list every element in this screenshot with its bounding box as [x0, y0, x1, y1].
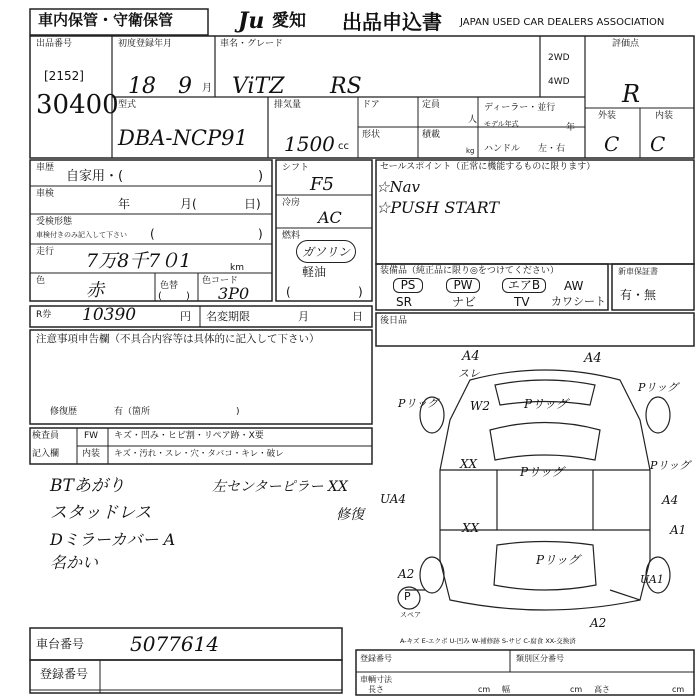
- capacity-unit: 人: [468, 115, 478, 125]
- branch-name: 愛知: [272, 11, 306, 31]
- recycle-value: 10390: [82, 305, 137, 325]
- diag-label-xx1: XX: [460, 457, 478, 471]
- inspection-day-unit: 日): [244, 197, 261, 211]
- recycle-label: R券: [36, 310, 52, 320]
- diag-label-a2-bottom: A2: [590, 616, 607, 630]
- inspector-entry-label: 記入欄: [32, 449, 60, 459]
- equip-airbag: エアB: [502, 278, 546, 293]
- car-grade: RS: [330, 74, 362, 99]
- new-car-warranty-label: 新車保証書: [618, 267, 658, 276]
- chassis-label: 車台番号: [36, 637, 85, 651]
- car-model: ViTZ: [232, 74, 285, 99]
- equip-pw: PW: [446, 278, 480, 293]
- sales-point-2: ☆PUSH START: [376, 198, 500, 217]
- vehicle-size-label: 車輌寸法: [360, 675, 392, 684]
- name-change-label: 名変期限: [206, 310, 250, 323]
- diag-label-p5: Pリッグ: [520, 465, 564, 479]
- remark-2: スタッドレス: [50, 503, 152, 523]
- first-registration-label: 初度登録年月: [118, 39, 173, 49]
- displacement-unit: cc: [338, 141, 349, 152]
- diag-label-a2-left: A2: [398, 567, 415, 581]
- inspector-row2: キズ・汚れ・スレ・穴・タバコ・キレ・破レ: [114, 449, 284, 459]
- remark-4: 名かい: [50, 553, 99, 572]
- name-change-day: 日: [352, 310, 363, 323]
- later-doc-label: 後日品: [380, 316, 408, 326]
- equip-tv: TV: [514, 295, 530, 309]
- inspector-interior: 内装: [82, 449, 101, 459]
- repair-history-value: 有（箇所: [114, 407, 151, 417]
- remark-1b: 左センターピラー XX: [212, 479, 348, 495]
- exterior-label: 外装: [598, 111, 617, 121]
- mileage-value: 7万8千7０1: [86, 250, 192, 272]
- repaint-close: ): [186, 291, 190, 302]
- capacity-label: 定員: [422, 100, 441, 110]
- remark-3: Dミラーカバー A: [50, 530, 176, 549]
- repair-history-label: 修復歴: [50, 407, 78, 417]
- diag-label-scuff: スレ: [458, 367, 480, 380]
- drive-2wd: 2WD: [548, 53, 570, 63]
- load-label: 積載: [422, 130, 441, 140]
- plate-label: 登録番号: [40, 667, 89, 681]
- size-width: 幅: [502, 685, 510, 694]
- lot-number: 30400: [36, 90, 119, 120]
- history-close: ): [258, 169, 264, 184]
- diag-label-p6: Pリッグ: [536, 553, 580, 567]
- diag-label-xx2: XX: [462, 521, 480, 535]
- ju-logo: Ju: [238, 8, 265, 34]
- equip-ps: PS: [393, 278, 423, 293]
- color-label: 色: [36, 276, 46, 286]
- equip-leather-seat: カワシート: [551, 295, 606, 308]
- remark-1: BTあがり: [50, 476, 125, 496]
- registration-year: 18: [128, 74, 156, 99]
- registration-month: 9: [178, 74, 192, 99]
- repair-history-close: ): [236, 407, 240, 417]
- class-number-label: 類別区分番号: [516, 654, 564, 663]
- year-unit: 年: [566, 123, 576, 133]
- diag-label-p4: Pリッグ: [650, 459, 690, 472]
- size-length-cm: cm: [478, 685, 491, 694]
- rating-label: 評価点: [612, 39, 640, 49]
- fuel-label: 燃料: [282, 231, 301, 241]
- chassis-number: 5077614: [130, 632, 220, 656]
- model-code: DBA-NCP91: [118, 126, 248, 150]
- recycle-unit: 円: [180, 310, 191, 323]
- interior-grade: C: [650, 132, 666, 156]
- size-height-cm: cm: [672, 685, 685, 694]
- rating-value: R: [622, 80, 641, 108]
- diag-label-ua4: UA4: [380, 492, 407, 506]
- exterior-grade: C: [604, 132, 620, 156]
- fuel-close: ): [358, 285, 363, 299]
- shape-label: 形状: [362, 130, 381, 140]
- notes-label: 注意事項申告欄（不具合内容等は具体的に記入して下さい）: [36, 333, 320, 345]
- lot-sub-number: [2152]: [44, 69, 84, 83]
- storage-stamp: 車内保管・守衛保管: [38, 11, 174, 29]
- equipment-label: 装備品（純正品に限り◎をつけてください）: [380, 266, 559, 276]
- equip-aw: AW: [564, 279, 584, 293]
- dealer-label: ディーラー・並行: [484, 103, 556, 113]
- shift-value: F5: [310, 174, 334, 195]
- doors-label: ドア: [362, 100, 380, 110]
- spare-tire-mark: P: [404, 590, 411, 603]
- receipt-open: (: [150, 227, 155, 241]
- sales-point-1: ☆Nav: [376, 178, 420, 196]
- cooling-value: AC: [318, 208, 342, 227]
- model-year-label: モデル年式: [484, 120, 519, 128]
- size-length: 長さ: [368, 685, 384, 694]
- spare-tire-label: スペア: [400, 611, 421, 619]
- inspector-label: 検査員: [32, 431, 60, 441]
- inspector-row1: キズ・凹み・ヒビ割・リペア跡・X要: [114, 431, 264, 441]
- damage-legend: A-キズ E-エクボ U-凹み W-補修跡 S-サビ C-腐食 XX-交換済: [400, 637, 576, 645]
- diag-label-w2: W2: [470, 399, 490, 413]
- load-unit: kg: [466, 147, 475, 155]
- month-unit: 月: [202, 83, 212, 94]
- diag-label-a4-side: A4: [662, 493, 679, 507]
- lot-number-label: 出品番号: [36, 39, 73, 49]
- new-car-warranty-value: 有・無: [620, 288, 657, 302]
- fuel-open: (: [286, 285, 291, 299]
- displacement-label: 排気量: [274, 100, 302, 110]
- drive-4wd: 4WD: [548, 77, 570, 87]
- color-code-label: 色コード: [202, 276, 239, 286]
- displacement-value: 1500: [284, 132, 335, 156]
- color-code-value: 3P0: [218, 284, 250, 303]
- diag-label-a1: A1: [670, 523, 687, 537]
- inspection-label: 車検: [36, 189, 55, 199]
- shift-label: シフト: [282, 163, 310, 173]
- cooling-label: 冷房: [282, 198, 301, 208]
- diag-label-p2: Pリッグ: [524, 397, 568, 411]
- remark-2b: 修復: [336, 507, 364, 523]
- name-change-month: 月: [298, 310, 309, 323]
- model-code-label: 型式: [118, 100, 137, 110]
- receipt-label: 受検形態: [36, 217, 73, 227]
- history-value: 自家用・(: [66, 169, 124, 184]
- history-label: 車歴: [36, 163, 55, 173]
- mileage-unit: km: [230, 263, 244, 273]
- receipt-close: ): [258, 227, 263, 241]
- diag-label-p1: Pリッグ: [398, 397, 438, 410]
- mileage-label: 走行: [36, 247, 55, 257]
- receipt-note: 車検付きのみ記入して下さい: [36, 231, 127, 239]
- inspection-month-unit: 月(: [180, 197, 197, 211]
- inspection-year-unit: 年: [118, 197, 131, 211]
- fuel-light-oil: 軽油: [302, 265, 327, 279]
- color-value: 赤: [86, 280, 104, 301]
- diag-label-a4-right: A4: [584, 351, 602, 366]
- size-height: 高さ: [594, 685, 610, 694]
- size-width-cm: cm: [570, 685, 583, 694]
- car-name-label: 車名・グレード: [220, 39, 284, 49]
- fuel-value-gasoline: ガソリン: [296, 240, 356, 263]
- inspector-fw: FW: [84, 431, 99, 441]
- diag-label-ua1: UA1: [640, 573, 664, 586]
- handle-label: ハンドル: [484, 144, 521, 154]
- bottom-reg-label: 登録番号: [360, 654, 392, 663]
- sales-points-label: セールスポイント（正常に機能するものに限ります）: [380, 162, 596, 172]
- diag-label-p3: Pリッグ: [638, 381, 678, 394]
- diag-label-a4-left: A4: [462, 349, 480, 364]
- association-name: JAPAN USED CAR DEALERS ASSOCIATION: [460, 17, 665, 28]
- equip-sr: SR: [396, 295, 412, 309]
- handle-value: 左・右: [538, 144, 566, 154]
- repaint-open: (: [158, 291, 162, 302]
- form-title: 出品申込書: [342, 10, 442, 34]
- interior-label: 内装: [655, 111, 674, 121]
- equip-navi: ナビ: [452, 295, 477, 309]
- repaint-label: 色替: [160, 281, 179, 291]
